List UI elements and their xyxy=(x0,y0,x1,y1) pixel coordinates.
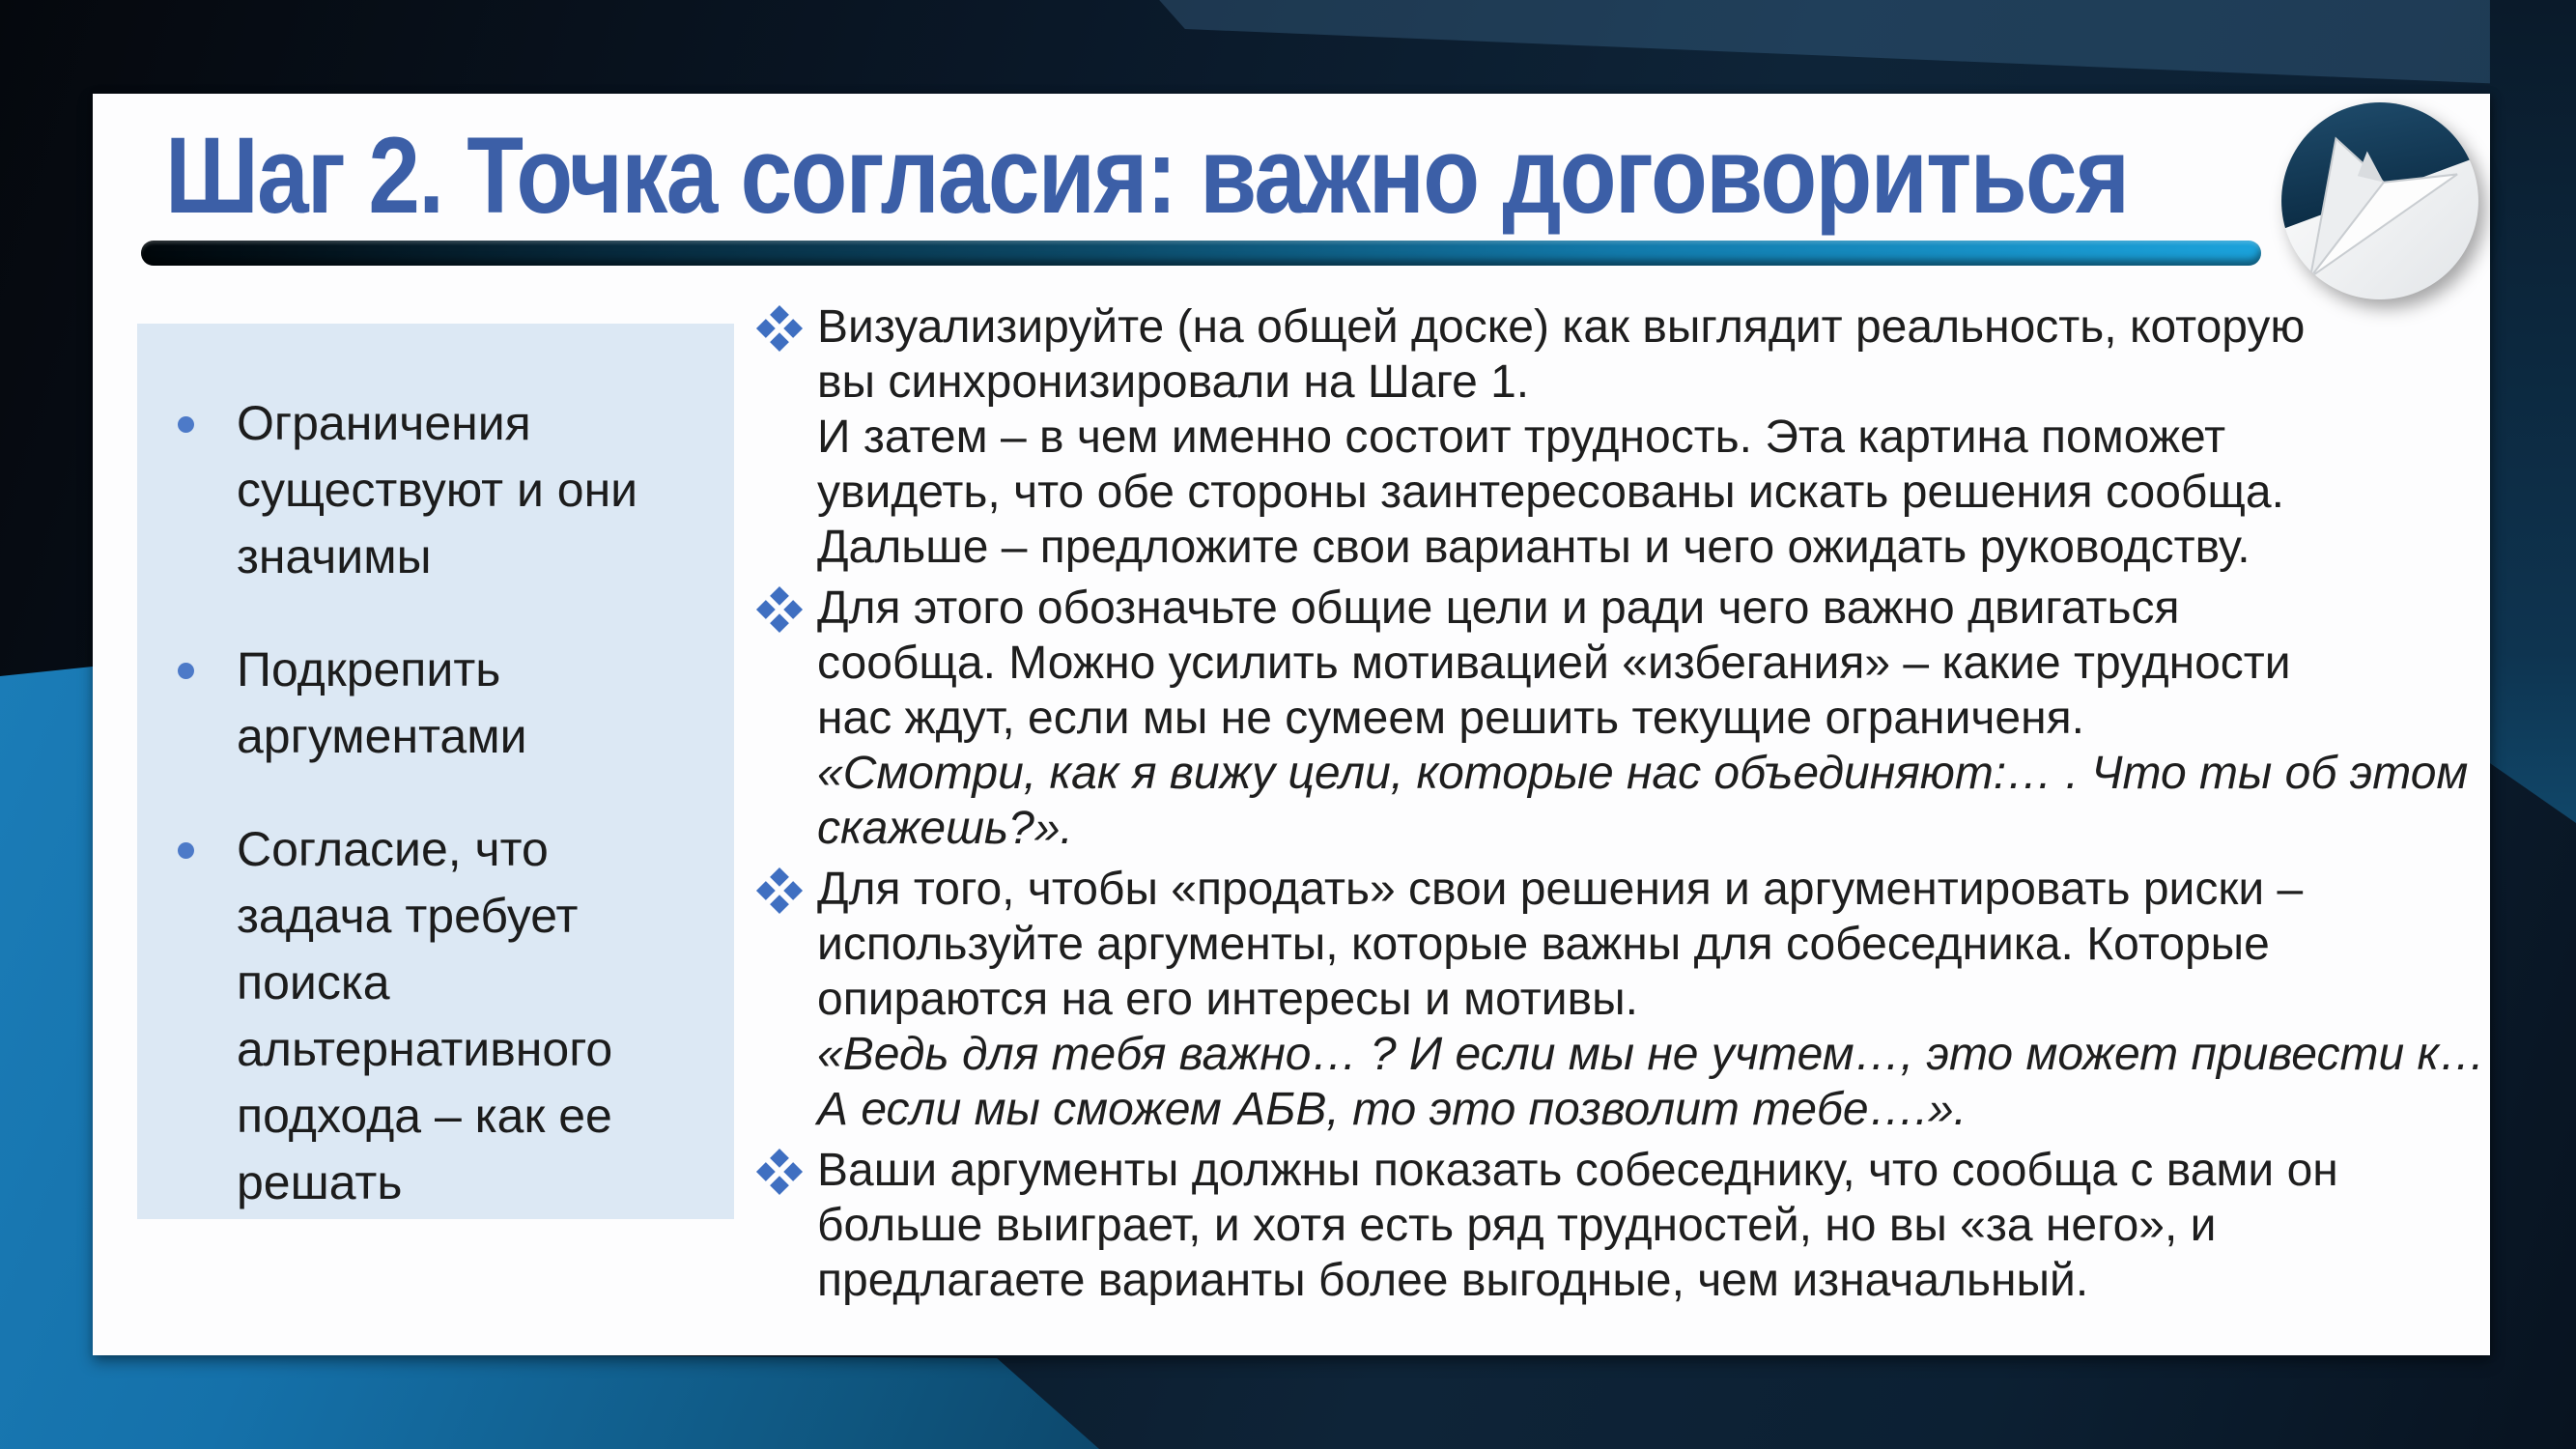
bullet-dot-icon xyxy=(178,663,194,679)
bullet-dot-icon xyxy=(178,416,194,433)
diamond-bullet-icon xyxy=(756,586,803,633)
bullet-text-line: Для того, чтобы «продать» свои решения и аргументировать риски – xyxy=(817,864,2304,915)
sidebar-list-item xyxy=(137,637,734,770)
bullet-text-line: используйте аргументы, которые важны для собеседника. Которые xyxy=(817,919,2270,970)
bullet-quote-line: скажешь?». xyxy=(817,803,1073,854)
bullet-text-line: больше выиграет, и хотя есть ряд трудностей, но вы «за него», и xyxy=(817,1200,2217,1251)
main-bullet-item xyxy=(763,299,2473,575)
bullet-quote-line: А если мы сможем АБВ, то это позволит тебе….». xyxy=(817,1084,1967,1135)
bullet-text-line: Для этого обозначьте общие цели и ради чего важно двигаться xyxy=(817,582,2180,634)
bullet-quote-line: «Смотри, как я вижу цели, которые нас объединяют:… . Что ты об этом xyxy=(817,748,2469,799)
slide-title: Шаг 2. Точка согласия: важно договориться xyxy=(165,115,2129,236)
bullet-text-line: Визуализируйте (на общей доске) как выглядит реальность, которую xyxy=(817,301,2306,353)
sidebar-item-text: Подкрепить аргументами xyxy=(237,642,527,763)
sidebar-item-text: Согласие, что задача требует поиска альтернативного подхода – как ее решать xyxy=(237,822,613,1209)
bullet-dot-icon xyxy=(178,842,194,859)
sidebar-bullet-list xyxy=(137,390,734,1216)
bullet-text-block xyxy=(817,581,2468,856)
bullet-text-line: вы синхронизировали на Шаге 1. xyxy=(817,356,1530,408)
bullet-text-block xyxy=(817,299,2305,575)
sidebar-list-item xyxy=(137,816,734,1216)
bullet-text-block xyxy=(817,862,2485,1137)
bullet-text-line: Дальше – предложите свои варианты и чего ожидать руководству. xyxy=(817,522,2250,573)
main-bullet-item xyxy=(763,581,2473,856)
main-bullet-item xyxy=(763,1143,2473,1308)
bullet-text-line: нас ждут, если мы не сумеем решить текущие ограниченя. xyxy=(817,693,2084,744)
sidebar-callout-box xyxy=(137,324,734,1219)
bullet-text-line: Ваши аргументы должны показать собеседнику, что сообща с вами он xyxy=(817,1145,2338,1196)
bullet-text-line: опираются на его интересы и мотивы. xyxy=(817,974,1638,1025)
bullet-quote-line: «Ведь для тебя важно… ? И если мы не учтем…, это может привести к… xyxy=(817,1029,2486,1080)
bullet-text-line: сообща. Можно усилить мотивацией «избегания» – какие трудности xyxy=(817,638,2291,689)
diamond-bullet-icon xyxy=(756,867,803,914)
bullet-text-line: увидеть, что обе стороны заинтересованы искать решения сообща. xyxy=(817,467,2284,518)
bullet-text-line: И затем – в чем именно состоит трудность. Эта картина поможет xyxy=(817,412,2226,463)
sidebar-item-text: Ограничения существуют и они значимы xyxy=(237,396,638,583)
diamond-bullet-icon xyxy=(756,1149,803,1195)
sidebar-list-item xyxy=(137,390,734,590)
bullet-text-block xyxy=(817,1143,2338,1308)
main-bullet-item xyxy=(763,862,2486,1137)
bullet-text-line: предлагаете варианты более выгодные, чем изначальный. xyxy=(817,1255,2089,1306)
diamond-bullet-icon xyxy=(756,305,803,352)
title-underline-bar xyxy=(141,241,2261,266)
main-bullet-list xyxy=(763,299,2486,1308)
paper-plane-logo-icon xyxy=(2279,100,2480,301)
